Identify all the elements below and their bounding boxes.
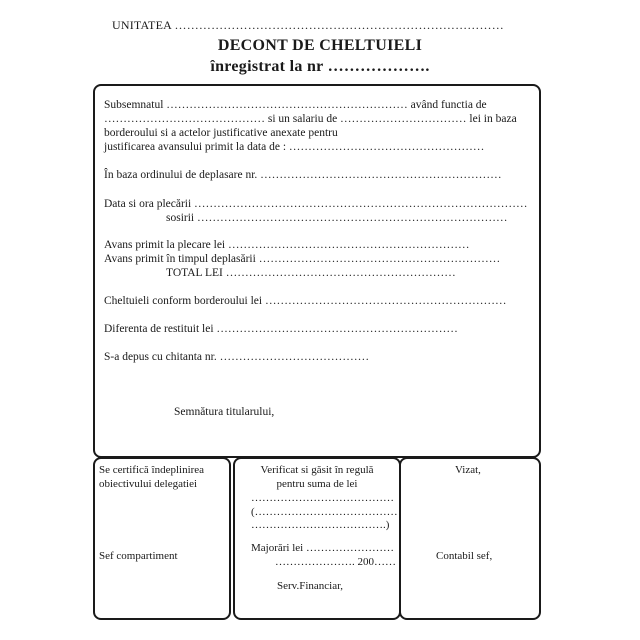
borderou-line: borderoului si a actelor justificative anexate pentru (104, 127, 338, 139)
suma-dots-1: ………………………………… (251, 492, 394, 504)
majorari-line: Majorări lei …………………… (251, 542, 394, 554)
verificat-line1: Verificat si găsit în regulă (260, 464, 374, 476)
chitanta-line: S-a depus cu chitanta nr. ………………………………… (104, 351, 370, 363)
avans-plecare-line: Avans primit la plecare lei ……………………………………………………… (104, 239, 470, 251)
semnatura-titular: Semnătura titularului, (174, 406, 275, 418)
salariu-line: …………………………………… si un salariu de …………………………… lei in baza (104, 113, 517, 125)
total-lei-line: TOTAL LEI …………………………………………………… (166, 267, 456, 279)
avans-timp-line: Avans primit în timpul deplasării ……………………………………………………… (104, 253, 501, 265)
cheltuieli-line: Cheltuieli conform borderoului lei ……………………………………………………… (104, 295, 507, 307)
ordin-deplasare-line: În baza ordinului de deplasare nr. ……………………………………………………… (104, 169, 502, 181)
sosirii-line: sosirii ……………………………………………………………………… (166, 212, 508, 224)
document-title: DECONT DE CHELTUIELI (217, 37, 423, 54)
sef-compartiment: Sef compartiment (99, 550, 178, 562)
serv-financiar: Serv.Financiar, (277, 580, 344, 592)
document-subtitle: înregistrat la nr ………………. (210, 58, 430, 75)
certificare-line2: obiectivului delegatiei (99, 478, 198, 490)
suma-dots-2: (………………………………… (251, 506, 398, 518)
suma-dots-3: ……………………………….) (251, 519, 390, 531)
contabil-sef: Contabil sef, (436, 550, 493, 562)
vizat-label: Vizat, (455, 464, 481, 476)
majorari-suma: …………………. 200…… (275, 556, 396, 568)
diferenta-line: Diferenta de restituit lei ……………………………………………………… (104, 323, 458, 335)
avans-data-line: justificarea avansului primit la data de : …………………………………………… (104, 141, 485, 153)
certificare-line1: Se certifică îndeplinirea (99, 464, 205, 476)
certificare-box (93, 457, 231, 620)
unitatea-line: UNITATEA ……………………………………………………………………… (112, 18, 504, 32)
data-plecarii-line: Data si ora plecării …………………………………………………………………………… (104, 198, 528, 210)
main-form-box (93, 84, 541, 458)
subsemnatul-line: Subsemnatul ……………………………………………………… având functia de (104, 99, 487, 111)
verificat-line2: pentru suma de lei (276, 478, 358, 490)
vizat-box (399, 457, 541, 620)
verificare-box (233, 457, 401, 620)
